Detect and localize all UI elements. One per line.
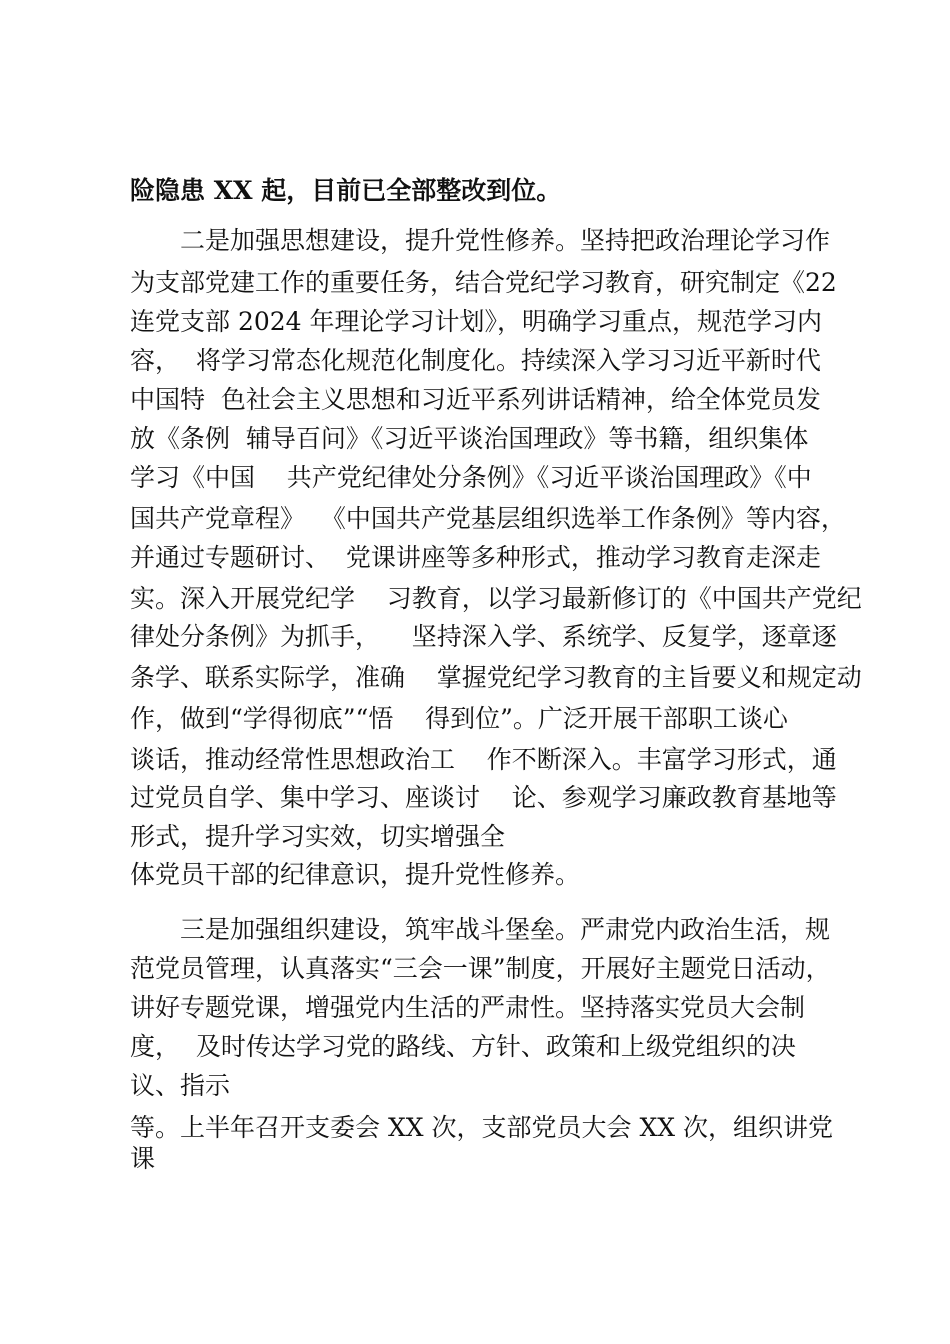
paragraph-line: 形式，提升学习实效，切实增强全 [130,822,506,851]
paragraph-line: 为支部党建工作的重要任务，结合党纪学习教育，研究制定《22 [130,268,837,297]
paragraph-line: 等。上半年召开支委会 XX 次，支部党员大会 XX 次，组织讲党 [130,1113,833,1142]
paragraph-line: 容， 将学习常态化规范化制度化。持续深入学习习近平新时代 [130,346,821,375]
paragraph-line: 放《条例 辅导百问》《习近平谈治国理政》等书籍，组织集体 [130,424,809,453]
paragraph-line: 过党员自学、集中学习、座谈讨 论、参观学习廉政教育基地等 [130,783,837,812]
paragraph-line: 度， 及时传达学习党的路线、方针、政策和上级党组织的决 [130,1032,796,1061]
paragraph-line: 并通过专题研讨、 党课讲座等多种形式，推动学习教育走深走 [130,543,821,572]
paragraph-line: 三是加强组织建设，筑牢战斗堡垒。严肃党内政治生活，规 [180,915,831,944]
paragraph-line: 议、指示 [130,1071,231,1100]
paragraph-line: 讲好专题党课，增强党内生活的严肃性。坚持落实党员大会制 [130,993,806,1022]
paragraph-line: 范党员管理，认真落实“三会一课”制度，开展好主题党日活动， [130,954,831,983]
paragraph-line: 律处分条例》为抓手， 坚持深入学、系统学、反复学，逐章逐 [130,622,837,651]
paragraph-line: 连党支部 2024 年理论学习计划》，明确学习重点，规范学习内 [130,307,823,336]
paragraph-line: 二是加强思想建设，提升党性修养。坚持把政治理论学习作 [180,226,831,255]
paragraph-line: 课 [130,1144,156,1173]
paragraph-line: 谈话，推动经常性思想政治工 作不断深入。丰富学习形式，通 [130,745,837,774]
paragraph-line: 条学、联系实际学，准确 掌握党纪学习教育的主旨要义和规定动 [130,663,862,692]
paragraph-line: 中国特 色社会主义思想和习近平系列讲话精神，给全体党员发 [130,385,821,414]
paragraph-line: 学习《中国 共产党纪律处分条例》《习近平谈治国理政》《中 [130,463,812,492]
continuation-line: 险隐患 XX 起，目前已全部整改到位。 [130,176,562,205]
paragraph-line: 作，做到“学得彻底”“悟 得到位”。广泛开展干部职工谈心 [130,704,788,733]
paragraph-line: 国共产党章程》 《中国共产党基层组织选举工作条例》等内容， [130,504,846,533]
paragraph-line: 体党员干部的纪律意识，提升党性修养。 [130,860,581,889]
paragraph-line: 实。深入开展党纪学 习教育，以学习最新修订的《中国共产党纪 [130,584,862,613]
